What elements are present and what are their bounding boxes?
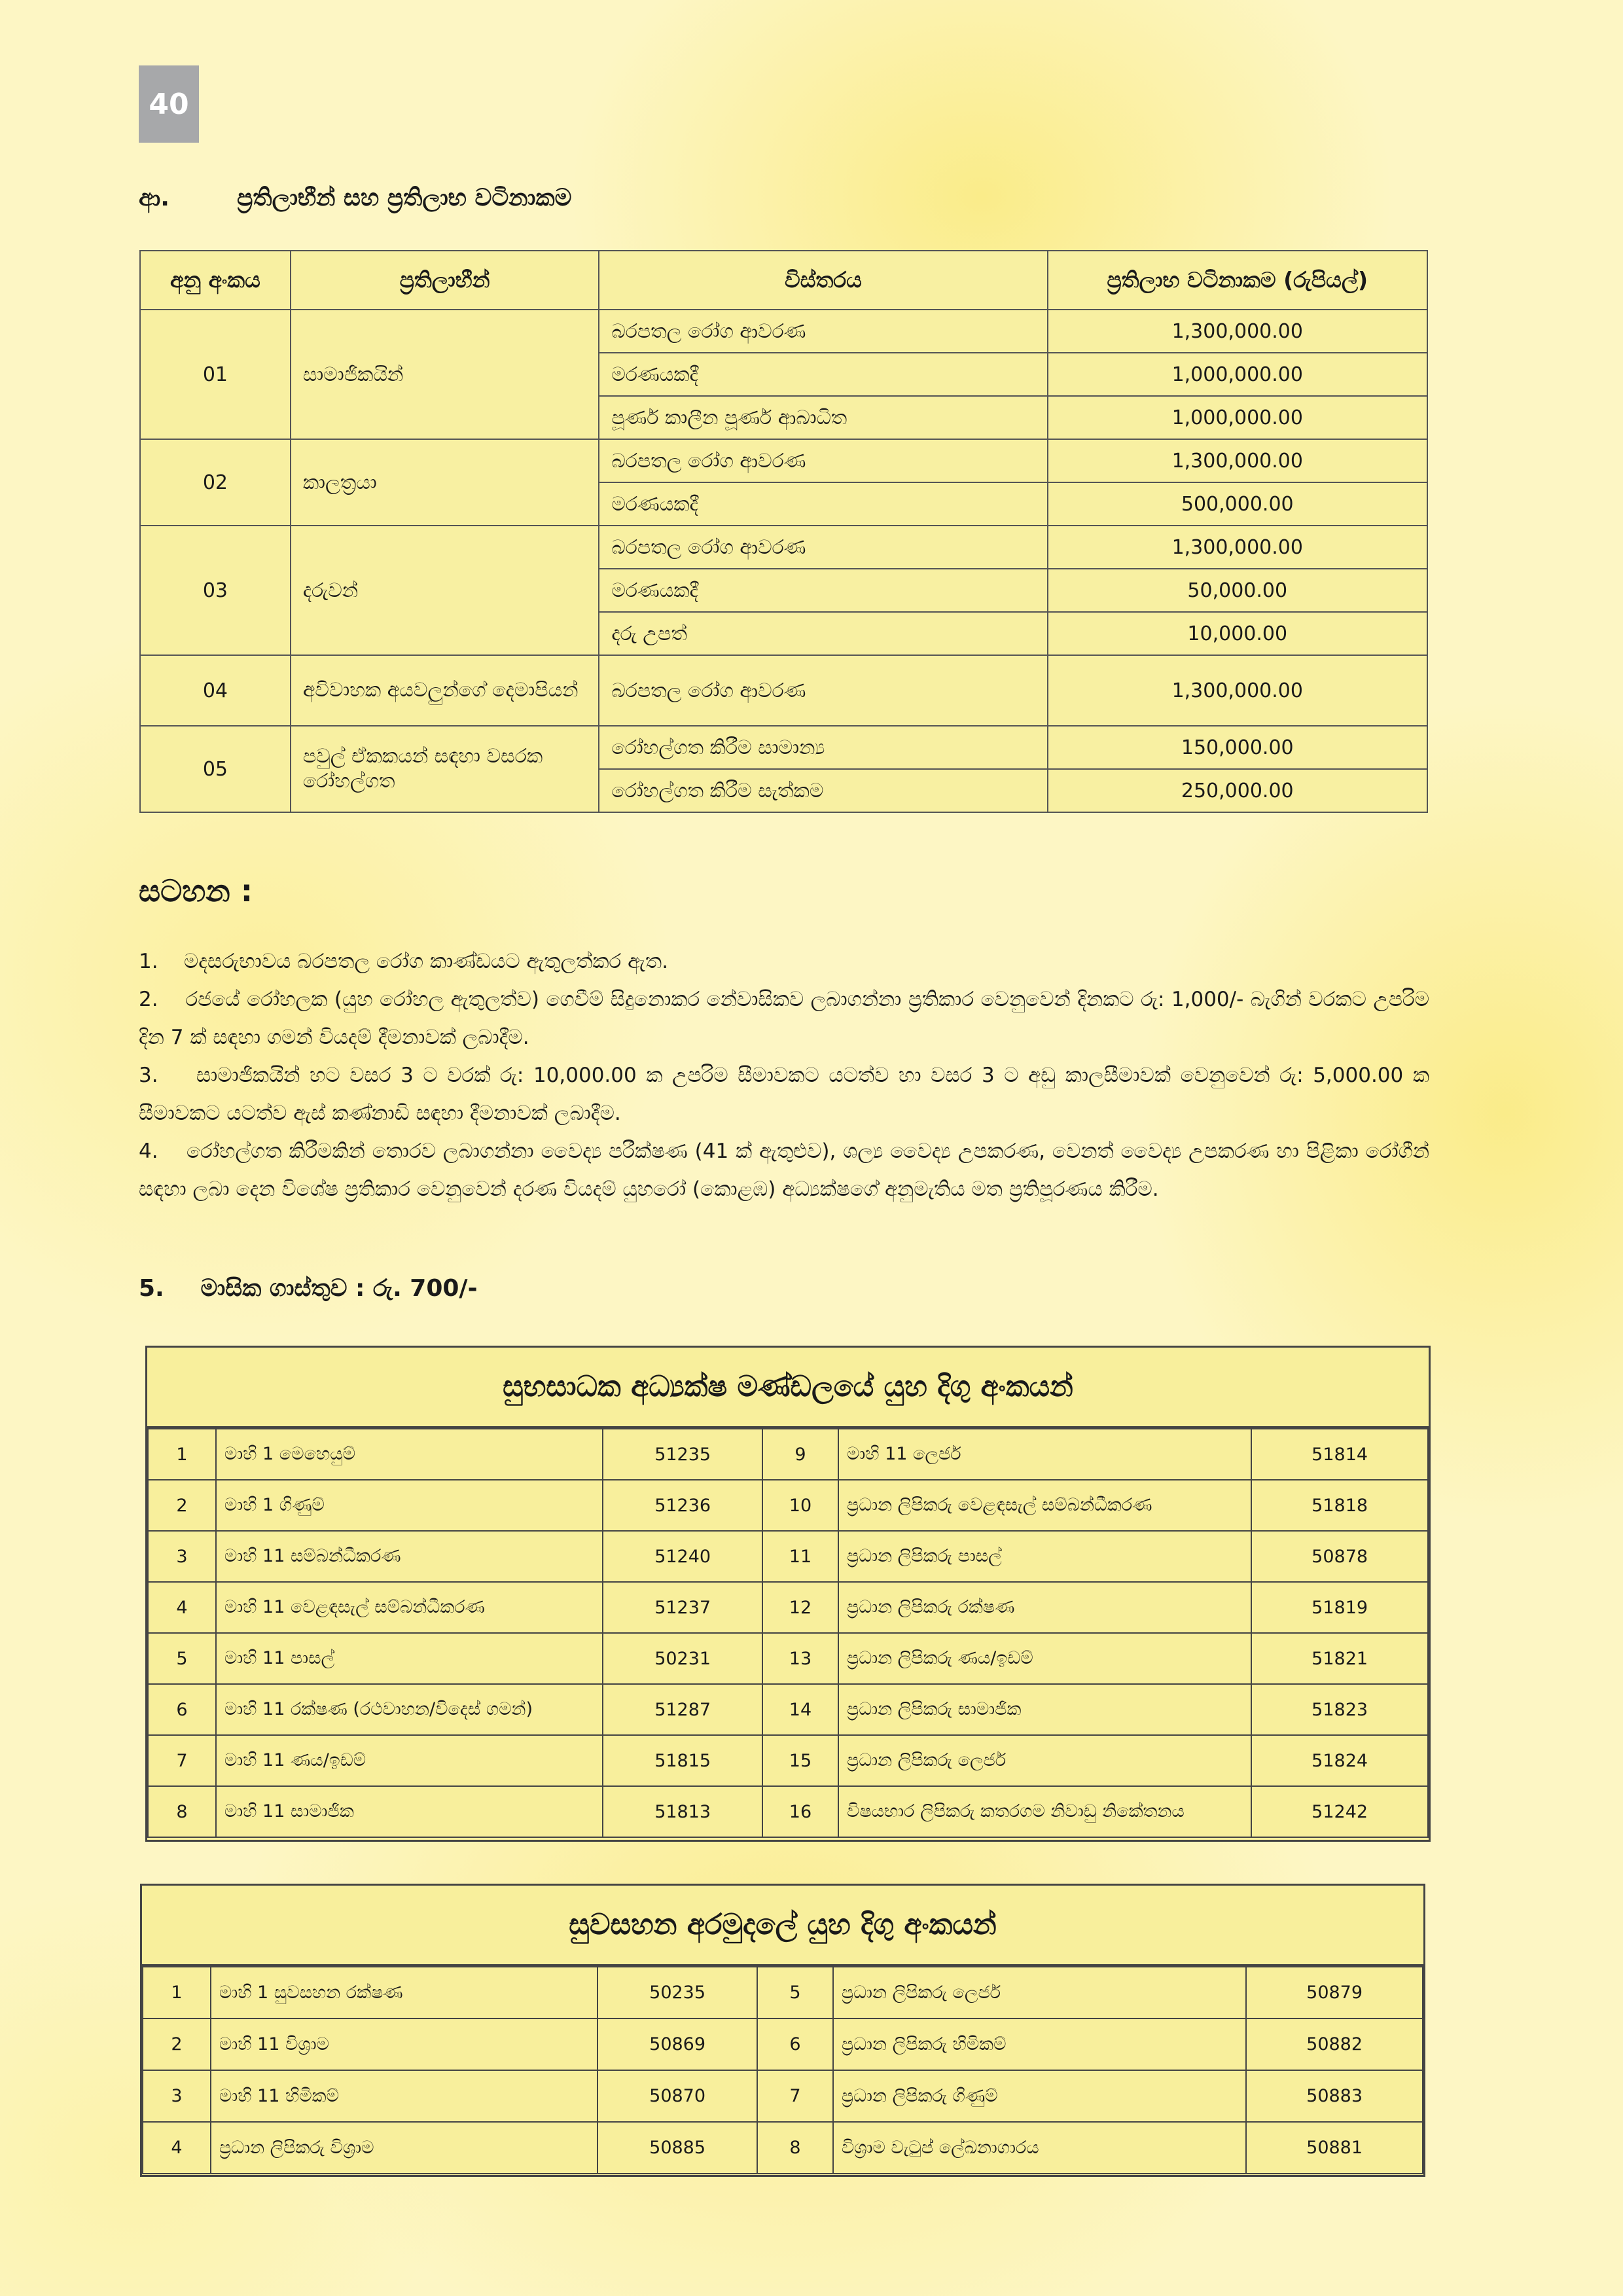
row-number: 02 <box>140 439 291 526</box>
table-row <box>143 1967 1423 2018</box>
description: බරපතල රෝග ආවරණ <box>599 439 1047 482</box>
entry-number: 14 <box>762 1684 838 1735</box>
entry-number: 2 <box>143 2018 211 2070</box>
entry-number: 12 <box>762 1582 838 1633</box>
amount: 500,000.00 <box>1048 482 1427 526</box>
entry-number: 6 <box>148 1684 216 1735</box>
welfare-extensions-title: සුභසාධක අධ්‍යක්ෂ මණ්ඩලයේ යුහ දිගු අංකයන් <box>147 1348 1429 1428</box>
table-row <box>140 655 1427 726</box>
beneficiary: අවිවාහක අයවලුන්ගේ දෙමාපියන් <box>291 655 599 726</box>
extension-number: 51819 <box>1251 1582 1428 1633</box>
amount: 1,300,000.00 <box>1048 526 1427 569</box>
entry-number: 2 <box>148 1480 216 1531</box>
description: මරණයකදී <box>599 353 1047 396</box>
suwasahana-extensions-table <box>142 1966 1423 2174</box>
table-row <box>143 2018 1423 2070</box>
section-title: ප්‍රතිලාභීන් සහ ප්‍රතිලාභ වටිනාකම <box>237 185 572 211</box>
amount: 1,300,000.00 <box>1048 655 1427 726</box>
position-name: මාහි 11 වෙළඳසැල් සම්බන්ධීකරණ <box>216 1582 603 1633</box>
extension-number: 51240 <box>603 1531 762 1582</box>
entry-number: 7 <box>148 1735 216 1786</box>
position-name: ප්‍රධාන ලිපිකරු පාසල් <box>838 1531 1251 1582</box>
entry-number: 1 <box>148 1429 216 1480</box>
description: මරණයකදී <box>599 482 1047 526</box>
amount: 1,300,000.00 <box>1048 439 1427 482</box>
extension-number: 51815 <box>603 1735 762 1786</box>
beneficiary: කාලත්‍රයා <box>291 439 599 526</box>
entry-number: 8 <box>757 2122 833 2174</box>
header-beneficiaries: ප්‍රතිලාභීන් <box>291 251 599 310</box>
beneficiary: පවුල් ඒකකයන් සඳහා වසරක රෝහල්ගත <box>291 726 599 812</box>
extension-number: 50885 <box>597 2122 757 2174</box>
entry-number: 5 <box>757 1967 833 2018</box>
position-name: මාහි 1 මෙහෙයුම් <box>216 1429 603 1480</box>
entry-number: 4 <box>148 1582 216 1633</box>
fee-text: මාසික ගාස්තුව : රු. 700/- <box>200 1275 478 1302</box>
notes-list <box>139 942 1429 1208</box>
extension-number: 50882 <box>1246 2018 1423 2070</box>
extension-number: 50869 <box>597 2018 757 2070</box>
table-row <box>140 526 1427 569</box>
position-name: ප්‍රධාන ලිපිකරු වෙළඳසැල් සම්බන්ධීකරණ <box>838 1480 1251 1531</box>
header-serial-no: අනු අංකය <box>140 251 291 310</box>
section-number: ආ. <box>139 185 169 211</box>
beneficiary: සාමාජිකයින් <box>291 310 599 439</box>
position-name: ප්‍රධාන ලිපිකරු ලෙජර් <box>838 1735 1251 1786</box>
amount: 1,000,000.00 <box>1048 353 1427 396</box>
description: රෝහල්ගත කිරීම සාමාන්‍ය <box>599 726 1047 769</box>
extension-number: 51814 <box>1251 1429 1428 1480</box>
fee-number: 5. <box>139 1275 164 1302</box>
amount: 150,000.00 <box>1048 726 1427 769</box>
row-number: 01 <box>140 310 291 439</box>
note-item: 4. රෝහල්ගත කිරීමකින් තොරව ලබාගන්නා වෛද්‍ය පරීක්ෂණ (41 ක් ඇතුළුව), ශල්‍ය වෛද්‍ය උපකරණ, වෙනත් වෛද්‍ය උපකරණ හා පිළිකා රෝගීන් සඳහා ලබා දෙන විශේෂ ප්‍රතිකාර වෙනුවෙන් දරණ වියදම් යුහරෝ (කොළඹ) අධ්‍යක්ෂගේ අනුමැතිය මත ප්‍රතිපූරණය කිරීම. <box>139 1139 1429 1201</box>
position-name: ප්‍රධාන ලිපිකරු ණය/ඉඩම් <box>838 1633 1251 1684</box>
entry-number: 9 <box>762 1429 838 1480</box>
description: බරපතල රෝග ආවරණ <box>599 310 1047 353</box>
position-name: ප්‍රධාන ලිපිකරු විශ්‍රාම <box>211 2122 597 2174</box>
entry-number: 1 <box>143 1967 211 2018</box>
section-heading <box>139 185 572 212</box>
table-row <box>140 439 1427 482</box>
table-row <box>148 1480 1428 1531</box>
position-name: මාහි 11 සම්බන්ධීකරණ <box>216 1531 603 1582</box>
table-row <box>140 310 1427 353</box>
extension-number: 50235 <box>597 1967 757 2018</box>
entry-number: 13 <box>762 1633 838 1684</box>
suwasahana-extensions-box <box>140 1884 1425 2177</box>
extension-number: 50231 <box>603 1633 762 1684</box>
position-name: විෂයභාර ලිපිකරු කතරගම නිවාඩු නිකේතනය <box>838 1786 1251 1837</box>
benefits-table <box>139 250 1428 813</box>
position-name: ප්‍රධාන ලිපිකරු ලෙජර් <box>833 1967 1246 2018</box>
entry-number: 10 <box>762 1480 838 1531</box>
position-name: ප්‍රධාන ලිපිකරු සාමාජික <box>838 1684 1251 1735</box>
row-number: 04 <box>140 655 291 726</box>
welfare-extensions-table <box>147 1428 1429 1838</box>
description: මරණයකදී <box>599 569 1047 612</box>
amount: 10,000.00 <box>1048 612 1427 655</box>
position-name: මාහි 1 ගිණුම් <box>216 1480 603 1531</box>
extension-number: 51237 <box>603 1582 762 1633</box>
description: දරු උපත් <box>599 612 1047 655</box>
position-name: ප්‍රධාන ලිපිකරු රක්ෂණ <box>838 1582 1251 1633</box>
position-name: ප්‍රධාන ලිපිකරු ගිණුම් <box>833 2070 1246 2122</box>
table-row <box>140 726 1427 769</box>
benefits-header-row <box>140 251 1427 310</box>
table-row <box>148 1531 1428 1582</box>
entry-number: 15 <box>762 1735 838 1786</box>
extension-number: 51287 <box>603 1684 762 1735</box>
position-name: මාහි 11 විශ්‍රාම <box>211 2018 597 2070</box>
amount: 250,000.00 <box>1048 769 1427 812</box>
position-name: ප්‍රධාන ලිපිකරු හිමිකම් <box>833 2018 1246 2070</box>
entry-number: 3 <box>148 1531 216 1582</box>
header-benefit-value: ප්‍රතිලාභ වටිනාකම (රුපියල්) <box>1048 251 1427 310</box>
row-number: 05 <box>140 726 291 812</box>
beneficiary: දරුවන් <box>291 526 599 655</box>
extension-number: 51824 <box>1251 1735 1428 1786</box>
description: බරපතල රෝග ආවරණ <box>599 655 1047 726</box>
entry-number: 5 <box>148 1633 216 1684</box>
table-row <box>148 1429 1428 1480</box>
suwasahana-extensions-title: සුවසහන අරමුදලේ යුහ දිගු අංකයන් <box>142 1886 1423 1966</box>
extension-number: 51242 <box>1251 1786 1428 1837</box>
entry-number: 7 <box>757 2070 833 2122</box>
table-row <box>143 2122 1423 2174</box>
position-name: මාහි 11 ණය/ඉඩම් <box>216 1735 603 1786</box>
notes-title: සටහන : <box>139 873 253 908</box>
row-number: 03 <box>140 526 291 655</box>
description: බරපතල රෝග ආවරණ <box>599 526 1047 569</box>
header-description: විස්තරය <box>599 251 1047 310</box>
extension-number: 51236 <box>603 1480 762 1531</box>
amount: 1,300,000.00 <box>1048 310 1427 353</box>
position-name: මාහි 11 ලෙජර් <box>838 1429 1251 1480</box>
entry-number: 8 <box>148 1786 216 1837</box>
table-row <box>148 1684 1428 1735</box>
table-row <box>148 1633 1428 1684</box>
description: රෝහල්ගත කිරීම සැත්කම <box>599 769 1047 812</box>
table-row <box>148 1735 1428 1786</box>
welfare-extensions-box <box>145 1346 1431 1842</box>
extension-number: 51235 <box>603 1429 762 1480</box>
position-name: මාහි 11 පාසල් <box>216 1633 603 1684</box>
entry-number: 6 <box>757 2018 833 2070</box>
position-name: මාහි 11 හිමිකම් <box>211 2070 597 2122</box>
extension-number: 50870 <box>597 2070 757 2122</box>
extension-number: 51821 <box>1251 1633 1428 1684</box>
extension-number: 50883 <box>1246 2070 1423 2122</box>
monthly-fee <box>139 1275 478 1302</box>
position-name: මාහි 11 රක්ෂණ (රථවාහන/විදෙස් ගමන්) <box>216 1684 603 1735</box>
entry-number: 16 <box>762 1786 838 1837</box>
extension-number: 51823 <box>1251 1684 1428 1735</box>
position-name: මාහි 11 සාමාජික <box>216 1786 603 1837</box>
entry-number: 11 <box>762 1531 838 1582</box>
amount: 1,000,000.00 <box>1048 396 1427 439</box>
amount: 50,000.00 <box>1048 569 1427 612</box>
table-row <box>148 1582 1428 1633</box>
extension-number: 50881 <box>1246 2122 1423 2174</box>
table-row <box>148 1786 1428 1837</box>
extension-number: 50879 <box>1246 1967 1423 2018</box>
position-name: මාහි 1 සුවසහන රක්ෂණ <box>211 1967 597 2018</box>
note-item: 2. රජයේ රෝහලක (යුහ රෝහල ඇතුලත්ව) ගෙවීම් සිදුනොකර නේවාසිකව ලබාගන්නා ප්‍රතිකාර වෙනුවෙන් දිනකට රු: 1,000/- බැගින් වරකට උපරිම දින 7 ක් සඳහා ගමන් වියදම් දීමනාවක් ලබාදීම. <box>139 988 1429 1049</box>
entry-number: 4 <box>143 2122 211 2174</box>
note-item: 3. සාමාජිකයින් හට වසර 3 ට වරක් රු: 10,000.00 ක උපරිම සීමාවකට යටත්ව හා වසර 3 ට අඩු කාලසීමාවක් වෙනුවෙන් රු: 5,000.00 ක සීමාවකට යටත්ව ඇස් කණ්නාඩි සඳහා දීමනාවක් ලබාදීම. <box>139 1064 1429 1125</box>
table-row <box>143 2070 1423 2122</box>
page-number: 40 <box>139 65 199 143</box>
entry-number: 3 <box>143 2070 211 2122</box>
description: පූර්ණ කාලීන පූර්ණ ආබාධිත <box>599 396 1047 439</box>
extension-number: 50878 <box>1251 1531 1428 1582</box>
extension-number: 51818 <box>1251 1480 1428 1531</box>
position-name: විශ්‍රාම වැටුප් ලේඛනාගාරය <box>833 2122 1246 2174</box>
note-item: 1. මදසරුභාවය බරපතල රෝග කාණ්ඩයට ඇතුලත්කර ඇත. <box>139 950 669 973</box>
extension-number: 51813 <box>603 1786 762 1837</box>
